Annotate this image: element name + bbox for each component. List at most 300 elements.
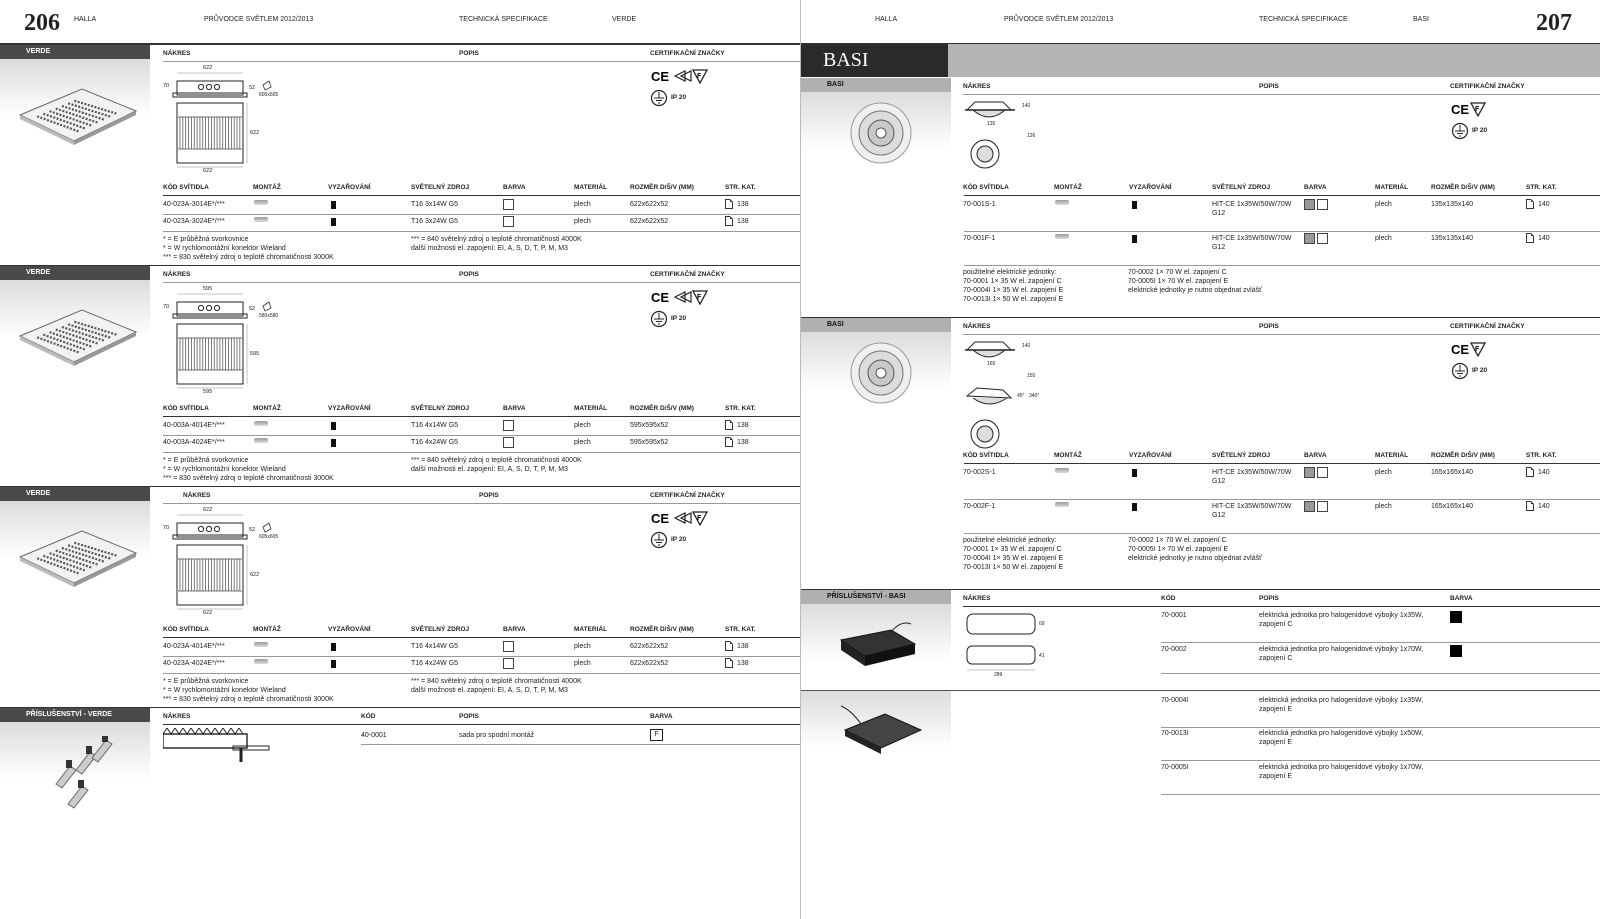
- light-source: HIT-CE 1x35W/50W/70W: [1212, 469, 1292, 476]
- column-header-mount: MONTÁŽ: [253, 626, 281, 633]
- document-icon: [1526, 467, 1534, 477]
- material: plech: [574, 422, 591, 429]
- column-nakres: NÁKRES: [963, 595, 991, 602]
- catalog-page: [725, 420, 749, 430]
- accessory-row: [801, 611, 1600, 641]
- section-title: VERDE: [0, 266, 150, 280]
- ground-icon: [650, 89, 668, 107]
- beam-icon: [331, 218, 336, 226]
- dim-side: 622: [250, 130, 260, 136]
- column-header-size: ROZMĚR D/Š/V (MM): [630, 626, 694, 633]
- header-brand: HALLA: [74, 16, 97, 23]
- column-kod: KÓD: [361, 713, 376, 720]
- ip-rating: IP 20: [1472, 367, 1488, 374]
- table-row: [0, 197, 800, 214]
- color-swatch: [1317, 467, 1328, 478]
- header-rule: [163, 637, 800, 638]
- technical-drawing: [163, 63, 288, 171]
- accessory-section: [0, 707, 800, 827]
- column-nakres: NÁKRES: [163, 713, 191, 720]
- light-source: T16 3x14W G5: [411, 201, 459, 208]
- downlight-photo: [841, 98, 921, 168]
- catalog-page: [725, 199, 749, 209]
- row-rule: [163, 231, 800, 232]
- color-swatch-black: [1450, 645, 1462, 657]
- left-page-header: [0, 0, 800, 44]
- column-header-beam: VYZAŘOVÁNÍ: [1129, 184, 1172, 191]
- catalog-page: [1526, 199, 1550, 209]
- document-icon: [1526, 199, 1534, 209]
- column-header-page: STR. KAT.: [1526, 452, 1557, 459]
- column-header-page: STR. KAT.: [725, 184, 756, 191]
- product-section: [0, 44, 800, 265]
- row-rule: [163, 673, 800, 674]
- column-header-beam: VYZAŘOVÁNÍ: [328, 184, 371, 191]
- subheader-rule: [963, 606, 1600, 607]
- accessory-description-line2: zapojení C: [1259, 621, 1293, 628]
- column-header-material: MATERIÁL: [1375, 184, 1409, 191]
- color-swatch: [1317, 199, 1328, 210]
- document-icon: [725, 199, 733, 209]
- column-header-material: MATERIÁL: [574, 184, 608, 191]
- accessory-description-line2: zapojení C: [1259, 655, 1293, 662]
- cert-marks-icon: [651, 68, 727, 84]
- color-swatches: [1304, 467, 1330, 478]
- column-header-code: KÓD SVÍTIDLA: [163, 184, 209, 191]
- product-section: [801, 317, 1600, 589]
- column-header-color: BARVA: [503, 626, 526, 633]
- light-source: T16 4x24W G5: [411, 660, 459, 667]
- section-title: BASI: [801, 78, 951, 92]
- note-line: *** = 840 světelný zdroj o teplotě chromatičnosti 4000K: [411, 236, 582, 243]
- note-line: *** = 830 světelný zdroj o teplotě chromatičnosti 3000K: [163, 475, 334, 482]
- mounting-icon: [254, 421, 268, 426]
- material: plech: [574, 660, 591, 667]
- svg-text:F: F: [697, 294, 702, 301]
- dim-width: 595: [203, 286, 213, 292]
- dim-h2: 52: [249, 85, 256, 91]
- dim-c: 289: [994, 672, 1003, 678]
- accessory-description: elektrická jednotka pro halogenidové výbojky 1x70W,: [1259, 764, 1424, 771]
- mounting-icon: [254, 217, 268, 222]
- color-swatch: [1304, 199, 1315, 210]
- note-line: *** = 830 světelný zdroj o teplotě chromatičnosti 3000K: [163, 254, 334, 261]
- row-rule: [361, 744, 800, 745]
- table-row: [801, 197, 1600, 231]
- svg-text:CE: CE: [1451, 102, 1470, 117]
- light-source: T16 4x14W G5: [411, 643, 459, 650]
- product-code: 40-023A-3014E*/***: [163, 201, 225, 208]
- light-source-base: G12: [1212, 512, 1226, 519]
- dim-h1: 70: [163, 83, 170, 89]
- note-line: 70-0004I 1× 35 W el. zapojení E: [963, 555, 1064, 562]
- dimensions: 622x622x52: [630, 660, 669, 667]
- accessory-description: elektrická jednotka pro halogenidové výbojky 1x50W,: [1259, 730, 1424, 737]
- ground-icon: [1451, 362, 1469, 380]
- table-row: [0, 639, 800, 656]
- note-line: * = W rychlomontážní konektor Wieland: [163, 466, 286, 473]
- column-barva: BARVA: [650, 713, 673, 720]
- document-icon: [725, 420, 733, 430]
- dimensions: 622x622x52: [630, 201, 669, 208]
- accessory-description-line2: zapojení E: [1259, 706, 1293, 713]
- column-nakres: NÁKRES: [183, 492, 211, 499]
- note-line: elektrické jednotky je nutno objednat zvlášť: [1128, 555, 1262, 562]
- mounting-icon: [254, 438, 268, 443]
- subheader-rule: [163, 503, 800, 504]
- column-header-size: ROZMĚR D/Š/V (MM): [1431, 184, 1495, 191]
- subheader-rule: [163, 61, 800, 62]
- product-code: 70-001F-1: [963, 235, 996, 242]
- catalog-page-number: 140: [1538, 234, 1550, 242]
- note-line: použitelné elektrické jednotky:: [963, 269, 1057, 276]
- product-code: 40-023A-4014E*/***: [163, 643, 225, 650]
- column-header-beam: VYZAŘOVÁNÍ: [1129, 452, 1172, 459]
- ground-icon: [1451, 122, 1469, 140]
- color-swatches: [503, 420, 516, 431]
- row-rule: [1161, 794, 1600, 795]
- color-swatches: [1304, 501, 1330, 512]
- column-header-mount: MONTÁŽ: [1054, 452, 1082, 459]
- dim-h1: 70: [163, 525, 170, 531]
- material: plech: [1375, 201, 1392, 208]
- dim-b: 135: [987, 121, 996, 127]
- subheader-rule: [163, 282, 800, 283]
- document-icon: [725, 658, 733, 668]
- catalog-page: [1526, 501, 1550, 511]
- column-popis: POPIS: [459, 50, 479, 57]
- table-row: [801, 465, 1600, 499]
- note-line: další možnosti el. zapojení: EI, A, S, D, T, P, M, M3: [411, 245, 568, 252]
- color-swatches: [1304, 199, 1330, 210]
- luminaire-photo: [12, 296, 142, 376]
- column-header-size: ROZMĚR D/Š/V (MM): [1431, 452, 1495, 459]
- dimensions: 165x165x140: [1431, 503, 1474, 510]
- color-swatch: [503, 216, 514, 227]
- color-swatches: [503, 658, 516, 669]
- subheader-rule: [163, 724, 800, 725]
- light-source: HIT-CE 1x35W/50W/70W: [1212, 503, 1292, 510]
- mounting-icon: [254, 642, 268, 647]
- column-header-source: SVĚTELNÝ ZDROJ: [411, 626, 470, 633]
- column-header-source: SVĚTELNÝ ZDROJ: [1212, 184, 1271, 191]
- document-icon: [1526, 233, 1534, 243]
- product-code: 40-023A-3024E*/***: [163, 218, 225, 225]
- accessory-section: [801, 589, 1600, 799]
- column-header-material: MATERIÁL: [574, 405, 608, 412]
- accessory-description-line2: zapojení E: [1259, 739, 1293, 746]
- svg-text:CE: CE: [651, 290, 670, 305]
- section-title: PŘÍSLUŠENSTVÍ - VERDE: [0, 708, 150, 722]
- table-row: [0, 656, 800, 673]
- document-icon: [725, 641, 733, 651]
- column-header-code: KÓD SVÍTIDLA: [163, 405, 209, 412]
- light-source-base: G12: [1212, 210, 1226, 217]
- material: plech: [1375, 503, 1392, 510]
- color-swatch: [503, 641, 514, 652]
- technical-drawing: [963, 98, 1053, 178]
- dim-h1: 70: [163, 304, 170, 310]
- column-header-code: KÓD SVÍTIDLA: [963, 184, 1009, 191]
- row-rule: [1161, 727, 1600, 728]
- downlight-photo: [841, 338, 921, 408]
- product-code: 70-002S-1: [963, 469, 996, 476]
- note-line: 70-0001 1× 35 W el. zapojení C: [963, 546, 1062, 553]
- beam-icon: [331, 660, 336, 668]
- accessory-row: [801, 763, 1600, 793]
- product-section: [0, 486, 800, 707]
- beam-icon: [331, 439, 336, 447]
- product-code: 40-003A-4014E*/***: [163, 422, 225, 429]
- light-source: T16 4x24W G5: [411, 439, 459, 446]
- column-cert: CERTIFIKAČNÍ ZNAČKY: [1450, 323, 1525, 330]
- color-swatches: [503, 199, 516, 210]
- mounting-icon: [1055, 502, 1069, 507]
- basi-grey-band: [948, 44, 1600, 77]
- note-line: * = E průběžná svorkovnice: [163, 678, 249, 685]
- material: plech: [1375, 235, 1392, 242]
- product-code: 70-002F-1: [963, 503, 996, 510]
- ip-rating: IP 20: [1472, 127, 1488, 134]
- accessory-row: [801, 729, 1600, 759]
- material: plech: [1375, 469, 1392, 476]
- row-rule: [964, 265, 1600, 266]
- product-section: [0, 265, 800, 486]
- column-popis: POPIS: [459, 713, 479, 720]
- header-guide: PRŮVODCE SVĚTLEM 2012/2013: [204, 16, 314, 23]
- dim-bottom: 622: [203, 168, 213, 174]
- column-nakres: NÁKRES: [963, 323, 991, 330]
- accessory-row: [801, 696, 1600, 726]
- dim-bottom: 595: [203, 389, 213, 395]
- column-popis: POPIS: [479, 492, 499, 499]
- section-title: PŘÍSLUŠENSTVÍ - BASI: [801, 590, 951, 604]
- document-icon: [725, 437, 733, 447]
- page-number: 206: [24, 10, 60, 36]
- column-barva: BARVA: [1450, 595, 1473, 602]
- material: plech: [574, 218, 591, 225]
- color-swatches: [503, 216, 516, 227]
- note-line: další možnosti el. zapojení: EI, A, S, D, T, P, M, M3: [411, 466, 568, 473]
- dim-angle-tilt: 45°: [1017, 393, 1025, 399]
- color-swatch: [1317, 233, 1328, 244]
- header-rule: [964, 463, 1600, 464]
- header-rule: [163, 195, 800, 196]
- dim-angle-rotate: 340°: [1029, 393, 1040, 399]
- svg-text:F: F: [1475, 106, 1480, 113]
- accessory-description: elektrická jednotka pro halogenidové výbojky 1x35W,: [1259, 697, 1424, 704]
- column-header-beam: VYZAŘOVÁNÍ: [328, 405, 371, 412]
- note-line: * = W rychlomontážní konektor Wieland: [163, 245, 286, 252]
- catalog-page-number: 140: [1538, 502, 1550, 510]
- column-header-source: SVĚTELNÝ ZDROJ: [1212, 452, 1271, 459]
- row-rule: [1161, 673, 1600, 674]
- color-swatches: [503, 437, 516, 448]
- column-header-color: BARVA: [503, 184, 526, 191]
- beam-icon: [1132, 469, 1137, 477]
- note-line: další možnosti el. zapojení: EI, A, S, D, T, P, M, M3: [411, 687, 568, 694]
- dim-h2: 52: [249, 527, 256, 533]
- ip-rating: IP 20: [671, 94, 687, 101]
- catalog-page-number: 140: [1538, 200, 1550, 208]
- accessory-code: 40-0001: [361, 732, 387, 739]
- dim-bottom: 622: [203, 610, 213, 616]
- dimensions: 595x595x52: [630, 439, 669, 446]
- column-header-page: STR. KAT.: [725, 405, 756, 412]
- dim-cut: 605x605: [259, 534, 279, 540]
- dim-c: 126: [1027, 133, 1036, 139]
- light-source-base: G12: [1212, 244, 1226, 251]
- dim-h2: 52: [249, 306, 256, 312]
- dim-cut: 605x605: [259, 92, 279, 98]
- beam-icon: [331, 422, 336, 430]
- header-guide: PRŮVODCE SVĚTLEM 2012/2013: [1004, 16, 1114, 23]
- accessory-description-line2: zapojení E: [1259, 773, 1293, 780]
- color-swatch: [503, 437, 514, 448]
- accessory-description: elektrická jednotka pro halogenidové výbojky 1x35W,: [1259, 612, 1424, 619]
- column-cert: CERTIFIKAČNÍ ZNAČKY: [650, 50, 725, 57]
- column-cert: CERTIFIKAČNÍ ZNAČKY: [650, 271, 725, 278]
- row-rule: [964, 533, 1600, 534]
- catalog-page-number: 138: [737, 200, 749, 208]
- column-nakres: NÁKRES: [163, 271, 191, 278]
- note-line: použitelné elektrické jednotky:: [963, 537, 1057, 544]
- note-line: *** = 840 světelný zdroj o teplotě chromatičnosti 4000K: [411, 678, 582, 685]
- catalog-page-number: 140: [1538, 468, 1550, 476]
- accessory-color-box: F: [650, 729, 663, 741]
- header-rule: [964, 195, 1600, 196]
- dim-b: 165: [987, 361, 996, 367]
- column-header-code: KÓD SVÍTIDLA: [163, 626, 209, 633]
- page-number: 207: [1536, 10, 1572, 36]
- dim-a: 69: [1039, 621, 1045, 627]
- column-popis: POPIS: [1259, 323, 1279, 330]
- document-icon: [1526, 501, 1534, 511]
- material: plech: [574, 201, 591, 208]
- column-header-mount: MONTÁŽ: [253, 184, 281, 191]
- product-code: 40-023A-4024E*/***: [163, 660, 225, 667]
- light-source: T16 3x24W G5: [411, 218, 459, 225]
- table-row: [801, 231, 1600, 265]
- luminaire-photo: [12, 75, 142, 155]
- ground-icon: [650, 310, 668, 328]
- accessory-description: elektrická jednotka pro halogenidové výbojky 1x70W,: [1259, 646, 1424, 653]
- color-swatch: [1317, 501, 1328, 512]
- color-swatch: [503, 199, 514, 210]
- separator-rule: [801, 690, 1600, 691]
- note-line: elektrické jednotky je nutno objednat zvlášť: [1128, 287, 1262, 294]
- beam-icon: [331, 201, 336, 209]
- catalog-page: [725, 216, 749, 226]
- accessory-row: [801, 645, 1600, 675]
- catalog-page: [725, 658, 749, 668]
- header-product: BASI: [1413, 16, 1429, 23]
- column-popis: POPIS: [459, 271, 479, 278]
- technical-drawing: [963, 338, 1053, 458]
- beam-icon: [1132, 201, 1137, 209]
- dimensions: 595x595x52: [630, 422, 669, 429]
- mounting-icon: [254, 200, 268, 205]
- column-header-material: MATERIÁL: [574, 626, 608, 633]
- catalog-page-number: 138: [737, 217, 749, 225]
- dim-side: 595: [250, 351, 260, 357]
- column-header-page: STR. KAT.: [1526, 184, 1557, 191]
- catalog-page-number: 138: [737, 659, 749, 667]
- column-nakres: NÁKRES: [163, 50, 191, 57]
- dim-side: 622: [250, 572, 260, 578]
- product-section: [801, 78, 1600, 317]
- cert-marks-icon: [1451, 101, 1491, 117]
- accessory-description: sada pro spodní montáž: [459, 732, 535, 739]
- dim-width: 622: [203, 507, 213, 513]
- color-swatch: [503, 658, 514, 669]
- mounting-kit-drawing: [163, 728, 273, 768]
- column-kod: KÓD: [1161, 595, 1176, 602]
- mounting-icon: [254, 659, 268, 664]
- column-popis: POPIS: [1259, 83, 1279, 90]
- note-line: *** = 840 světelný zdroj o teplotě chromatičnosti 4000K: [411, 457, 582, 464]
- column-header-size: ROZMĚR D/Š/V (MM): [630, 184, 694, 191]
- light-source-base: G12: [1212, 478, 1226, 485]
- mounting-icon: [1055, 200, 1069, 205]
- column-nakres: NÁKRES: [963, 83, 991, 90]
- mounting-icon: [1055, 234, 1069, 239]
- note-line: *** = 830 světelný zdroj o teplotě chromatičnosti 3000K: [163, 696, 334, 703]
- right-page-header: [801, 0, 1600, 44]
- accessory-code: 70-0004I: [1161, 697, 1189, 704]
- mounting-icon: [1055, 468, 1069, 473]
- accessory-code: 70-0001: [1161, 612, 1187, 619]
- light-source: HIT-CE 1x35W/50W/70W: [1212, 235, 1292, 242]
- header-brand: HALLA: [875, 16, 898, 23]
- mounting-kit-photo: [48, 736, 138, 816]
- accessory-code: 70-0005I: [1161, 764, 1189, 771]
- column-header-color: BARVA: [1304, 184, 1327, 191]
- light-source: HIT-CE 1x35W/50W/70W: [1212, 201, 1292, 208]
- material: plech: [574, 439, 591, 446]
- dim-a: 140: [1022, 343, 1031, 349]
- dim-width: 622: [203, 65, 213, 71]
- column-header-color: BARVA: [503, 405, 526, 412]
- note-line: * = E průběžná svorkovnice: [163, 236, 249, 243]
- note-line: 70-0002 1× 70 W el. zapojení C: [1128, 537, 1227, 544]
- dimensions: 135x135x140: [1431, 201, 1474, 208]
- ground-icon: [650, 531, 668, 549]
- color-swatch: [1304, 233, 1315, 244]
- subheader-rule: [963, 334, 1600, 335]
- note-line: 70-0005I 1× 70 W el. zapojení E: [1128, 546, 1229, 553]
- svg-text:CE: CE: [1451, 342, 1470, 357]
- dim-cut: 580x580: [259, 313, 279, 319]
- note-line: 70-0001 1× 35 W el. zapojení C: [963, 278, 1062, 285]
- catalog-page: [725, 437, 749, 447]
- header-spec: TECHNICKÁ SPECIFIKACE: [1259, 16, 1348, 23]
- ip-rating: IP 20: [671, 315, 687, 322]
- table-row: [801, 499, 1600, 533]
- subheader-rule: [963, 94, 1600, 95]
- technical-drawing: [163, 505, 288, 613]
- section-title: VERDE: [0, 45, 150, 59]
- basi-banner: BASI: [801, 44, 948, 77]
- dimensions: 622x622x52: [630, 643, 669, 650]
- column-popis: POPIS: [1259, 595, 1279, 602]
- catalog-page: [1526, 233, 1550, 243]
- section-title: VERDE: [0, 487, 150, 501]
- catalog-page-number: 138: [737, 438, 749, 446]
- svg-text:F: F: [697, 73, 702, 80]
- svg-text:CE: CE: [651, 69, 670, 84]
- column-header-mount: MONTÁŽ: [253, 405, 281, 412]
